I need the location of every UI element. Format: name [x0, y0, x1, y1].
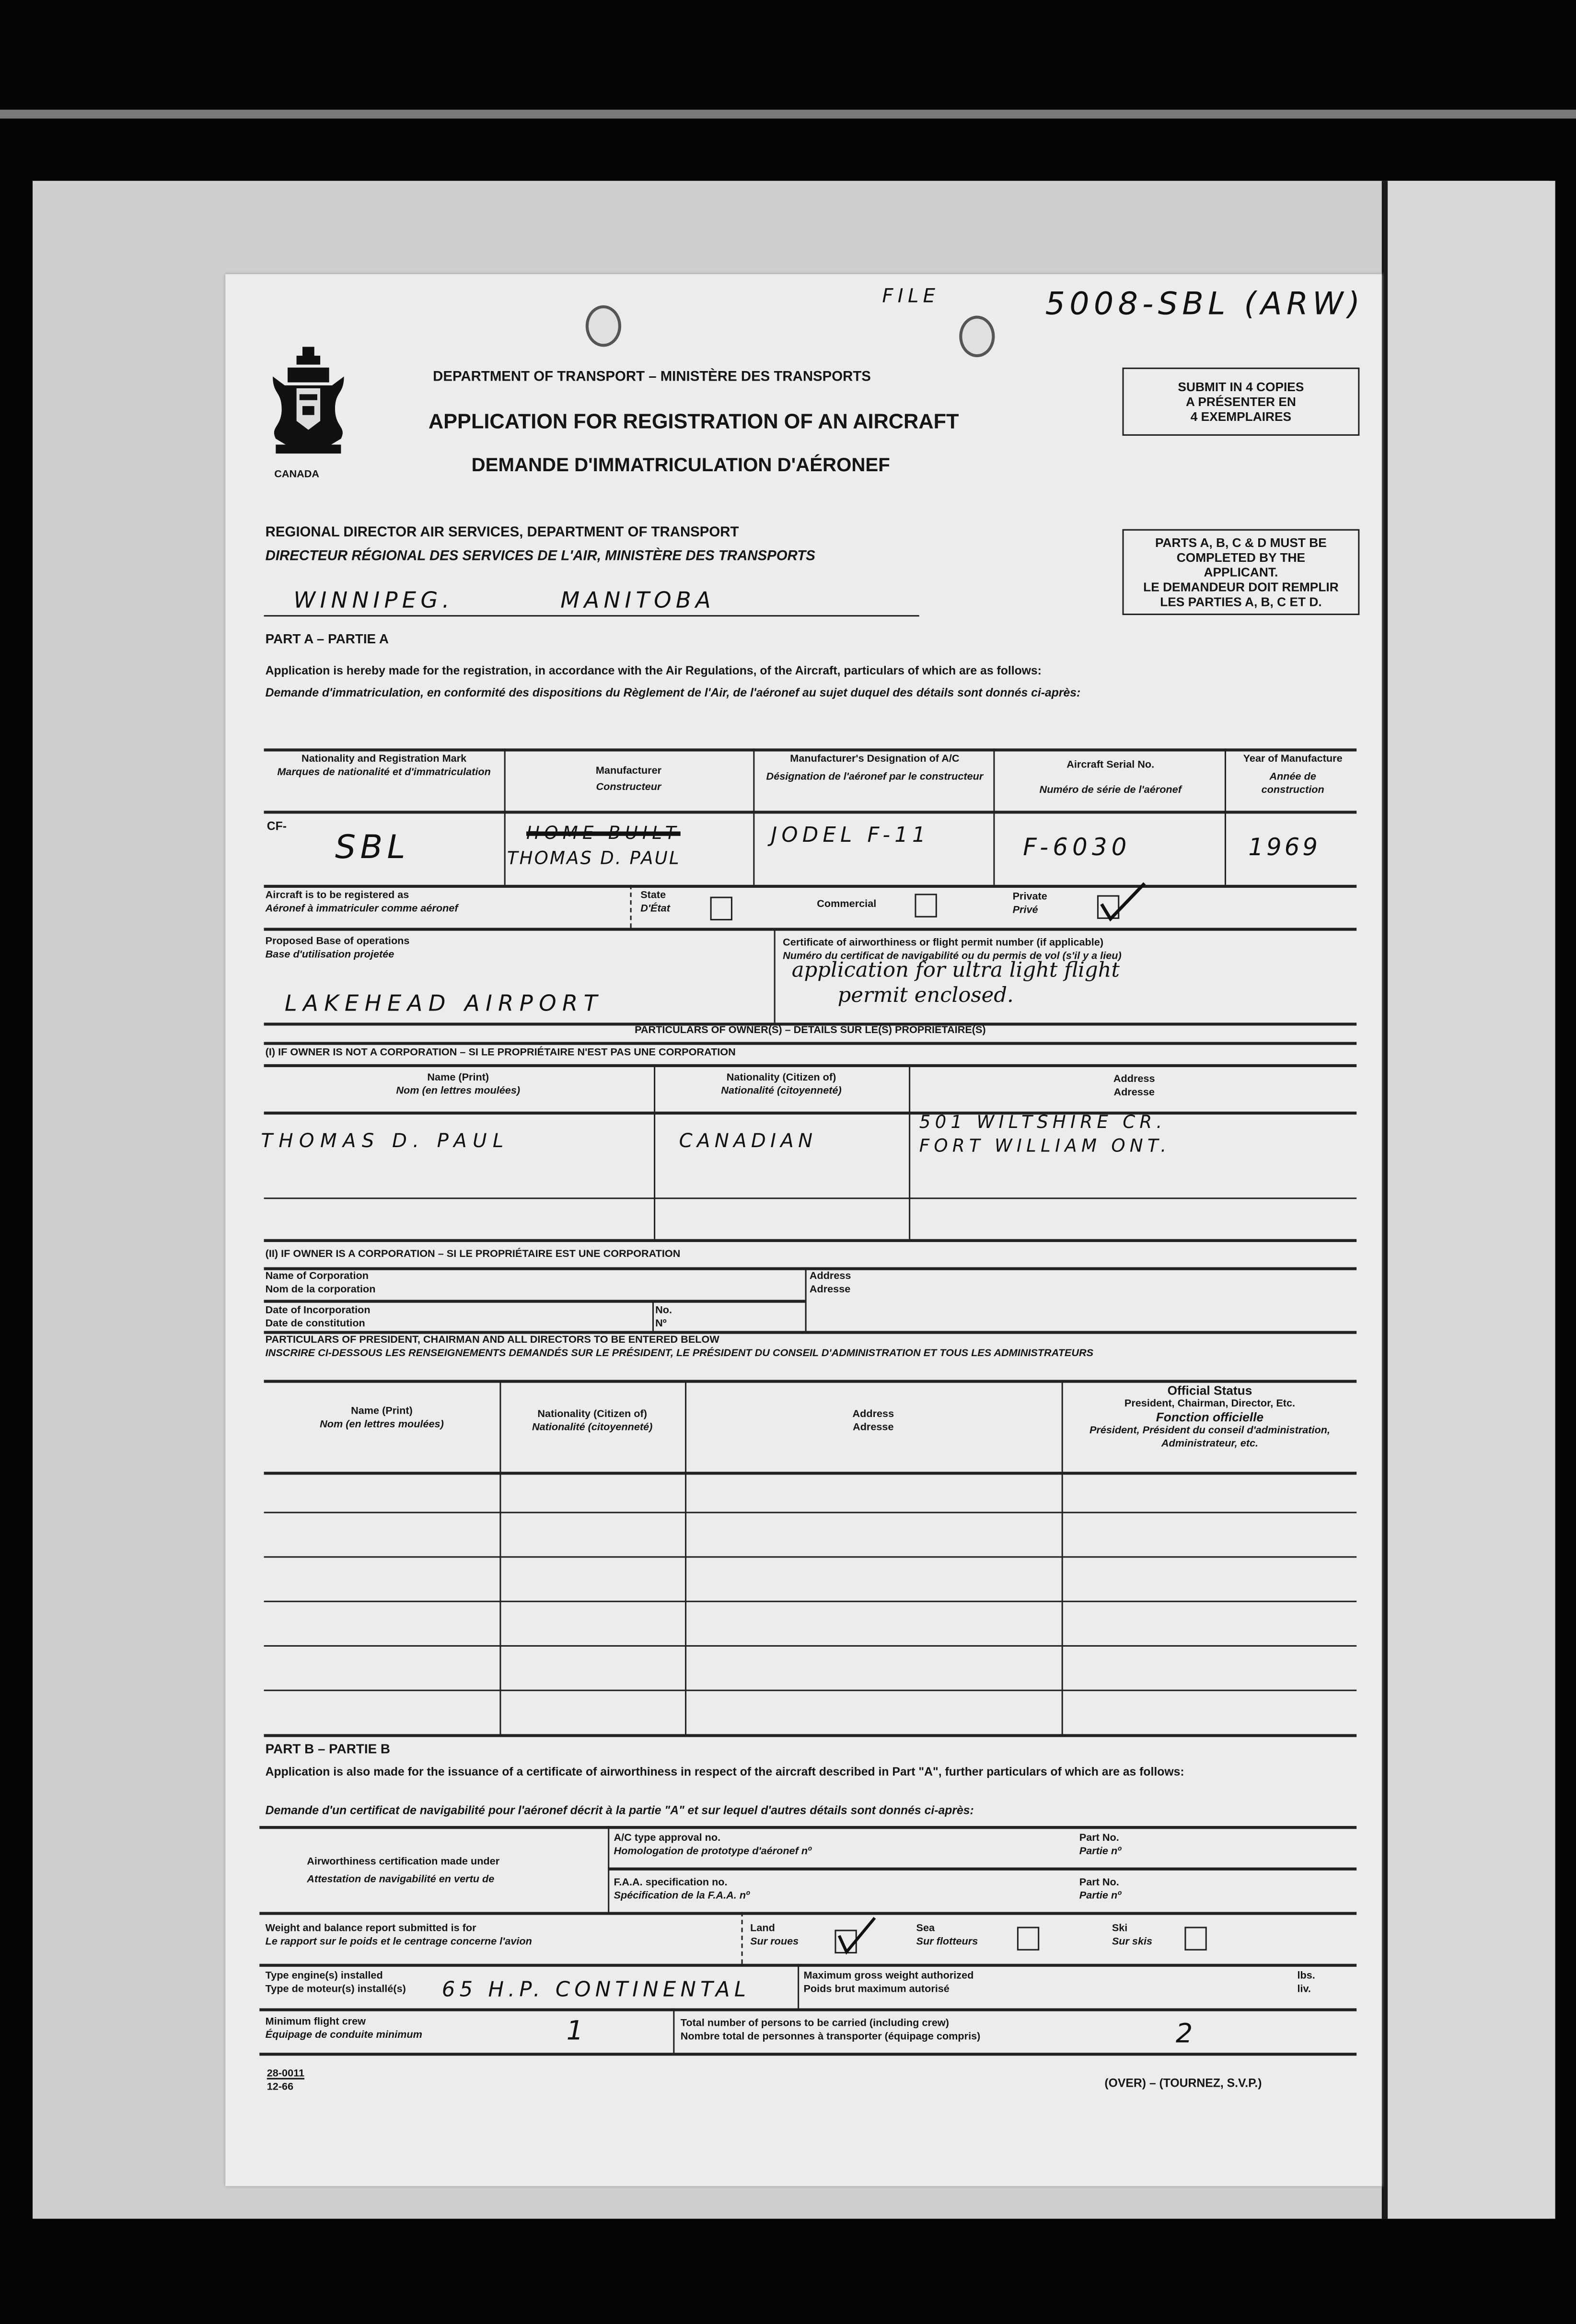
unit-en: lbs. [1297, 1971, 1315, 1982]
label-fr: Équipage de conduite minimum [265, 2030, 422, 2041]
file-label: FILE [882, 286, 940, 309]
header-en: Address [1113, 1074, 1155, 1085]
commercial-checkbox[interactable] [915, 894, 937, 917]
divider [264, 1042, 1357, 1045]
max-weight-label [803, 1970, 973, 1997]
owner-nationality-value[interactable]: CANADIAN [679, 1131, 817, 1153]
faa-part-label [1079, 1876, 1121, 1903]
notice-line: LE DEMANDEUR DOIT REMPLIR [1143, 579, 1339, 594]
type-approval-part-label [1079, 1832, 1121, 1859]
divider [259, 1912, 1356, 1915]
divider [673, 2008, 674, 2053]
notice-line: COMPLETED BY THE [1176, 550, 1306, 565]
parts-required-notice [1122, 529, 1359, 615]
header-en: Year of Manufacture [1243, 754, 1343, 765]
owner-address-line1[interactable]: 501 WILTSHIRE CR. [919, 1111, 1167, 1133]
divider [753, 748, 754, 884]
label-en: Part No. [1079, 1833, 1119, 1844]
label-fr: Numéro du certificat de navigabilité ou du permis de vol (s'il y a lieu) [783, 951, 1122, 962]
unit-fr: liv. [1297, 1984, 1311, 1995]
label-en: Part No. [1079, 1878, 1119, 1888]
scan-edge-line [0, 110, 1576, 119]
header-fr: Constructeur [596, 782, 661, 793]
divider [264, 748, 1357, 751]
manufacturer-struck-value: HOME BUILT [526, 822, 681, 844]
part-a-intro-fr: Demande d'immatriculation, en conformité des dispositions du Règlement de l'Air, de l'aéronef au sujet duquel des détails sont donnés ci-après: [265, 686, 1081, 700]
divider [264, 1472, 1357, 1475]
incorporation-date-label [266, 1304, 371, 1331]
label-en: No. [655, 1305, 672, 1316]
label-en: Private [1012, 892, 1047, 903]
header-fr: Adresse [853, 1423, 894, 1433]
divider [504, 748, 506, 884]
notice-line: SUBMIT IN 4 COPIES [1178, 379, 1304, 395]
header-fr-title: Fonction officielle [1156, 1409, 1264, 1425]
divider [259, 2008, 1356, 2011]
divider [264, 928, 1357, 930]
state-checkbox[interactable] [710, 897, 732, 920]
header-fr: Numéro de série de l'aéronef [1039, 785, 1182, 796]
label-en: Total number of persons to be carried (including crew) [680, 2019, 949, 2029]
option-land-label [750, 1922, 799, 1949]
label-en: A/C type approval no. [614, 1833, 721, 1844]
director-column-name [267, 1405, 497, 1432]
divider [264, 1064, 1357, 1067]
owner-address-line2[interactable]: FORT WILLIAM ONT. [919, 1135, 1171, 1156]
label-fr: Sur flotteurs [916, 1937, 978, 1948]
divider [909, 1064, 910, 1239]
ski-checkbox[interactable] [1184, 1927, 1206, 1950]
sea-checkbox[interactable] [1017, 1927, 1039, 1950]
option-state-label [640, 889, 670, 916]
divider [259, 2053, 1356, 2056]
header-en: Name (Print) [351, 1406, 413, 1417]
table-row-line [264, 1556, 1357, 1557]
divider [608, 1868, 1356, 1871]
label-fr: Sur roues [750, 1937, 799, 1948]
turn-over-note: (OVER) – (TOURNEZ, S.V.P.) [1104, 2076, 1262, 2090]
divider [1225, 748, 1226, 884]
divider [264, 1112, 1357, 1115]
corporation-heading: (II) IF OWNER IS A CORPORATION – SI LE PROPRIÉTAIRE EST UNE CORPORATION [265, 1249, 681, 1260]
form-title-fr: DEMANDE D'IMMATRICULATION D'AÉRONEF [471, 453, 890, 476]
option-private-label [1013, 891, 1047, 918]
addressee-fr: DIRECTEUR RÉGIONAL DES SERVICES DE L'AIR, MINISTÈRE DES TRANSPORTS [265, 548, 815, 565]
backing-paper-edge [1382, 181, 1555, 2219]
header-en: Nationality and Registration Mark [301, 754, 467, 765]
option-sea-label [916, 1922, 978, 1949]
owner-column-name [267, 1071, 649, 1098]
owner-name-value[interactable]: THOMAS D. PAUL [261, 1131, 510, 1153]
label-fr: Partie nº [1079, 1847, 1122, 1858]
label-en: Ski [1112, 1924, 1128, 1934]
divider [742, 1912, 743, 1964]
option-ski-label [1112, 1922, 1152, 1949]
heading-en: PARTICULARS OF PRESIDENT, CHAIRMAN AND ALL DIRECTORS TO BE ENTERED BELOW [265, 1335, 719, 1346]
label-en: Land [750, 1924, 775, 1934]
divider [264, 811, 1357, 813]
owners-heading: PARTICULARS OF OWNER(S) – DÉTAILS SUR LE(S) PROPRIÉTAIRE(S) [635, 1025, 986, 1036]
header-fr: Désignation de l'aéronef par le constructeur [766, 772, 984, 783]
column-header-year [1240, 753, 1346, 798]
label-fr: Homologation de prototype d'aéronef nº [614, 1847, 811, 1858]
divider [630, 885, 632, 928]
cert-basis-label [307, 1856, 499, 1887]
header-title: Official Status [1167, 1383, 1252, 1398]
part-a-intro-en: Application is hereby made for the registration, in accordance with the Air Regulations, of the Aircraft, particulars of which are as follows: [265, 664, 1042, 677]
label-fr: D'État [640, 904, 670, 915]
year-value[interactable]: 1969 [1248, 833, 1321, 861]
label-fr: Privé [1012, 906, 1038, 916]
divider [264, 885, 1357, 888]
label-fr: Nombre total de personnes à transporter (équipage compris) [680, 2032, 981, 2043]
header-en: Aircraft Serial No. [1066, 760, 1155, 771]
individual-owner-heading: (I) IF OWNER IS NOT A CORPORATION – SI LE PROPRIÉTAIRE N'EST PAS UNE CORPORATION [265, 1047, 736, 1058]
punch-hole [586, 305, 621, 347]
part-b-heading: PART B – PARTIE B [265, 1741, 391, 1756]
punch-hole [959, 316, 995, 358]
label-en: Proposed Base of operations [265, 937, 410, 947]
label-fr: Type de moteur(s) installé(s) [265, 1984, 406, 1995]
label-en: Address [809, 1271, 851, 1282]
divider [654, 1064, 655, 1239]
column-header-serial [1023, 759, 1198, 797]
header-en: Nationality (Citizen of) [537, 1409, 647, 1420]
label-en: Airworthiness certification made under [307, 1857, 500, 1868]
label-en: Type engine(s) installed [265, 1971, 383, 1982]
label-fr: Aéronef à immatriculer comme aéronef [265, 904, 458, 915]
owner-column-address [913, 1073, 1355, 1100]
city-value[interactable]: WINNIPEG. [293, 587, 454, 614]
header-fr: Adresse [1113, 1088, 1155, 1099]
divider [805, 1267, 807, 1331]
province-value[interactable]: MANITOBA [560, 587, 716, 614]
divider [259, 1964, 1356, 1967]
column-header-designation [764, 753, 986, 784]
header-fr: Nationalité (citoyenneté) [532, 1423, 653, 1433]
label-fr: Partie nº [1079, 1891, 1122, 1902]
label-en: State [640, 891, 666, 901]
weight-balance-label [266, 1922, 532, 1949]
table-row-line [264, 1645, 1357, 1647]
label-fr: Sur skis [1112, 1937, 1153, 1948]
part-b-intro-fr: Demande d'un certificat de navigabilité pour l'aéronef décrit à la partie "A" et sur lequel d'autres détails sont donnés ci-après: [265, 1803, 974, 1817]
label-fr: Adresse [809, 1285, 851, 1296]
canada-coat-of-arms-icon [267, 344, 350, 462]
registration-mark-value[interactable]: SBL [335, 830, 410, 867]
label-en: Sea [916, 1924, 935, 1934]
base-value[interactable]: LAKEHEAD AIRPORT [284, 990, 603, 1017]
notice-line: 4 EXEMPLAIRES [1190, 409, 1292, 424]
label-en: Aircraft is to be registered as [265, 891, 409, 901]
label-en: Certificate of airworthiness or flight permit number (if applicable) [783, 938, 1104, 949]
certificate-value-line1[interactable]: application for ultra light flight [791, 959, 1120, 983]
faa-spec-label [614, 1876, 750, 1903]
header-en: President, Chairman, Director, Etc. [1124, 1399, 1296, 1410]
label-fr: Nom de la corporation [265, 1285, 376, 1296]
heading-fr: INSCRIRE CI-DESSOUS LES RENSEIGNEMENTS DEMANDÉS SUR LE PRÉSIDENT, LE PRÉSIDENT DU CONSEIL D'ADMINISTRATION ET TOUS LES ADMINISTRATEURS [265, 1348, 1094, 1360]
designation-value[interactable]: JODEL F-11 [771, 824, 930, 848]
type-approval-label [614, 1832, 811, 1859]
director-column-official-status [1065, 1384, 1355, 1451]
label-en: F.A.A. specification no. [614, 1878, 728, 1888]
divider [264, 1239, 1357, 1242]
table-row-line [264, 1512, 1357, 1513]
header-fr: Nationalité (citoyenneté) [721, 1086, 842, 1097]
part-b-intro-en: Application is also made for the issuance of a certificate of airworthiness in respect of the aircraft described in Part "A", further particulars of which are as follows: [265, 1765, 1184, 1779]
engine-label [266, 1970, 406, 1997]
addressee-en: REGIONAL DIRECTOR AIR SERVICES, DEPARTMENT OF TRANSPORT [265, 524, 739, 541]
option-commercial-label: Commercial [817, 899, 877, 910]
label-fr: Nº [655, 1319, 667, 1330]
registered-as-label [266, 889, 458, 916]
table-row-line [264, 1690, 1357, 1691]
label-fr: Date de constitution [265, 1319, 365, 1330]
country-label: CANADA [274, 470, 320, 480]
form-date: 12-66 [267, 2082, 294, 2093]
file-number: 5008-SBL (ARW) [1045, 286, 1365, 322]
registration-prefix: CF- [267, 819, 287, 833]
label-fr: Le rapport sur le poids et le centrage concerne l'avion [265, 1937, 532, 1948]
divider [264, 615, 919, 616]
directors-heading [266, 1334, 1244, 1361]
header-fr: Marques de nationalité et d'immatriculation [277, 767, 491, 779]
header-en: Manufacturer [595, 766, 662, 777]
label-en: Date of Incorporation [265, 1305, 371, 1316]
header-fr: Nom (en lettres moulées) [320, 1419, 444, 1430]
label-en: Weight and balance report submitted is for [265, 1924, 476, 1934]
divider [798, 1964, 799, 2009]
form-number: 28-0011 [267, 2069, 305, 2080]
column-header-manufacturer [507, 765, 750, 794]
header-fr: Année de construction [1261, 772, 1324, 796]
table-row-line [264, 1601, 1357, 1602]
header-en: Nationality (Citizen of) [726, 1073, 836, 1084]
corporation-address-label [810, 1270, 851, 1297]
label-en: Minimum flight crew [265, 2017, 366, 2028]
header-en: Name (Print) [427, 1073, 489, 1084]
divider [264, 1300, 805, 1303]
divider [264, 1197, 1357, 1199]
divider [264, 1734, 1357, 1737]
total-persons-label [681, 2017, 981, 2044]
label-fr: Poids brut maximum autorisé [803, 1984, 950, 1995]
divider [259, 1826, 1356, 1829]
notice-line: LES PARTIES A, B, C ET D. [1160, 594, 1322, 609]
weight-unit [1297, 1970, 1315, 1997]
part-a-heading: PART A – PARTIE A [265, 631, 389, 647]
header-en: Address [852, 1409, 894, 1420]
notice-line: PARTS A, B, C & D MUST BE [1155, 535, 1327, 550]
divider [993, 748, 995, 884]
checkmark-icon [1097, 881, 1150, 925]
header-en: Manufacturer's Designation of A/C [790, 754, 960, 765]
corporation-name-label [266, 1270, 376, 1297]
label-en: Maximum gross weight authorized [803, 1971, 974, 1982]
incorporation-number-label [655, 1304, 672, 1331]
label-fr: Base d'utilisation projetée [265, 950, 394, 961]
divider [774, 928, 776, 1023]
notice-line: A PRÉSENTER EN [1185, 394, 1296, 409]
header-fr: Président, Président du conseil d'administration, Administrateur, etc. [1089, 1426, 1330, 1450]
divider [652, 1300, 654, 1331]
certificate-value-line2[interactable]: permit enclosed. [837, 984, 1014, 1008]
checkmark-icon [834, 1915, 879, 1957]
engine-value[interactable]: 65 H.P. CONTINENTAL [441, 1978, 751, 2003]
department-title: DEPARTMENT OF TRANSPORT – MINISTÈRE DES TRANSPORTS [433, 369, 871, 385]
form-title-en: APPLICATION FOR REGISTRATION OF AN AIRCRAFT [428, 409, 959, 433]
column-header-registration-mark [267, 753, 501, 780]
notice-line: APPLICANT. [1204, 564, 1278, 580]
label-fr: Spécification de la F.A.A. nº [614, 1891, 750, 1902]
total-persons-value[interactable]: 2 [1175, 2019, 1197, 2050]
label-fr: Attestation de navigabilité en vertu de [307, 1875, 495, 1885]
director-column-nationality [503, 1408, 682, 1435]
header-fr: Nom (en lettres moulées) [396, 1086, 521, 1097]
label-en: Name of Corporation [265, 1271, 369, 1282]
manufacturer-value[interactable]: THOMAS D. PAUL [507, 848, 681, 869]
base-label [266, 935, 410, 962]
serial-value[interactable]: F-6030 [1023, 833, 1131, 861]
director-column-address [688, 1408, 1058, 1435]
min-crew-label [266, 2016, 422, 2043]
owner-column-nationality [658, 1071, 904, 1098]
min-crew-value[interactable]: 1 [566, 2015, 588, 2047]
submit-copies-notice [1122, 368, 1359, 436]
